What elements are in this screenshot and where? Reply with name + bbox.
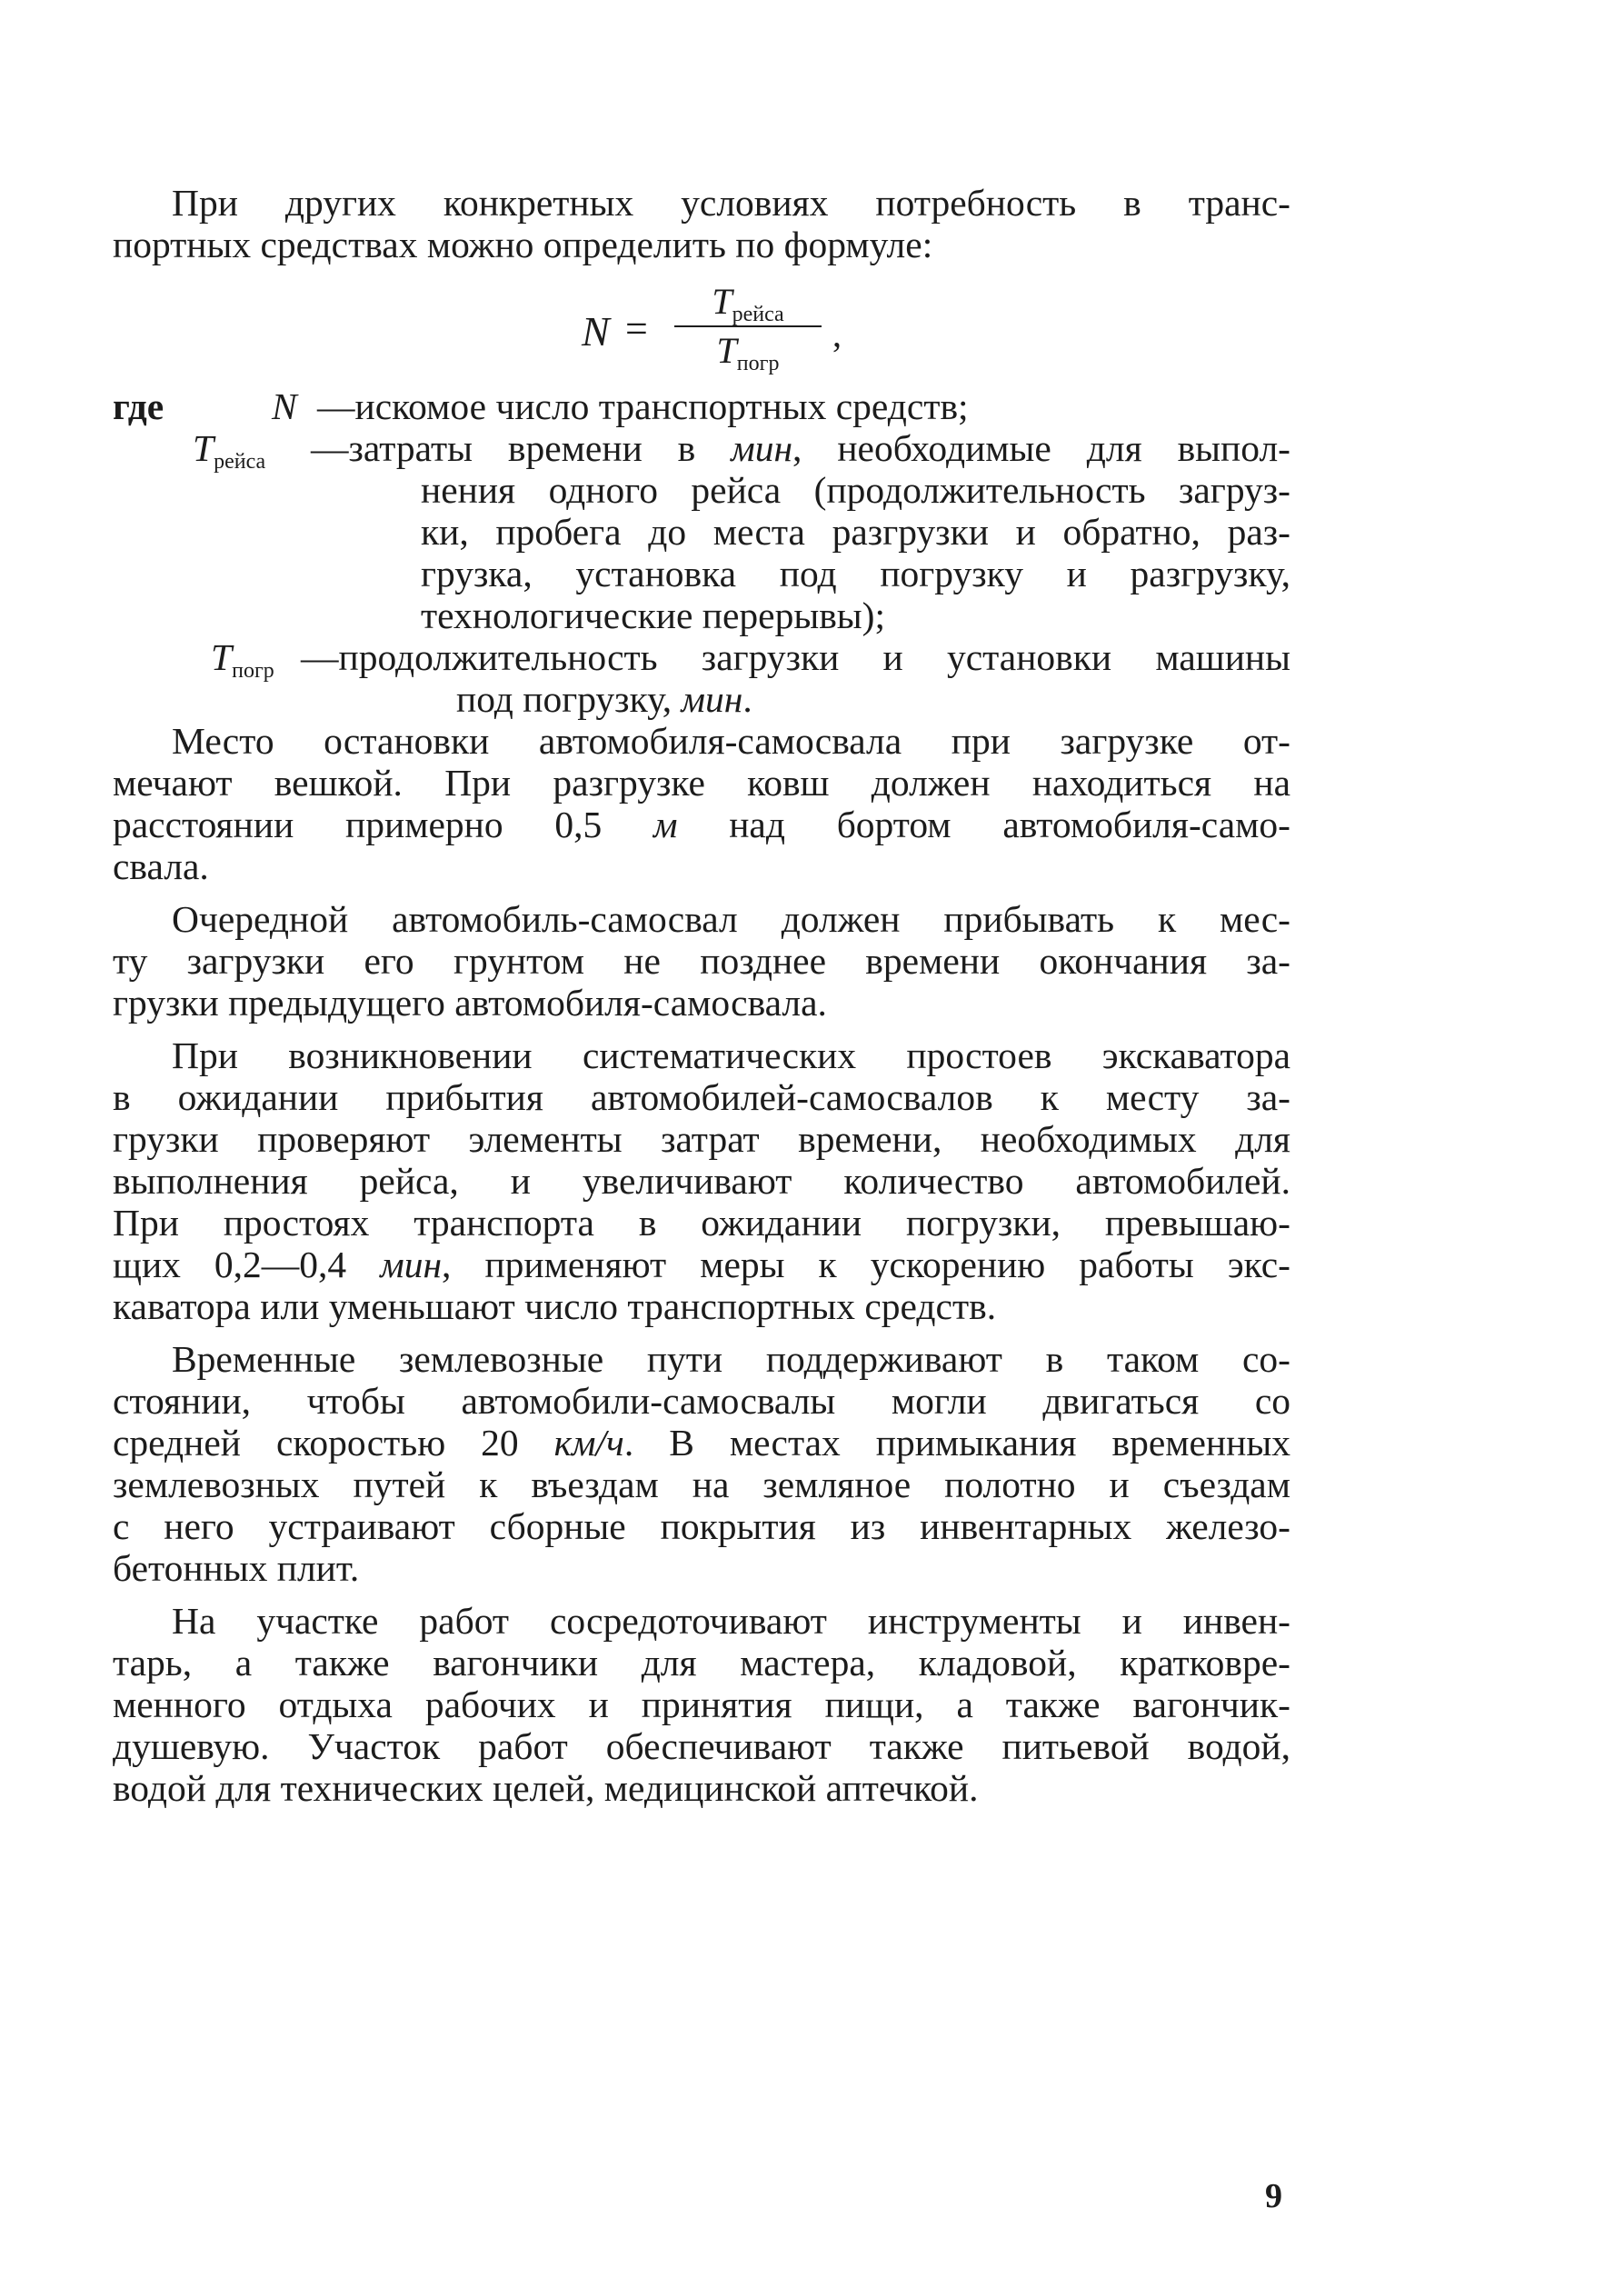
paragraph-line: При возникновении систематических простоев экскаватора <box>172 1034 1290 1076</box>
definition-line: —затраты времени в мин, необходимые для выпол- <box>311 427 1290 469</box>
formula-comma: , <box>832 314 842 355</box>
intro-paragraph <box>113 182 1290 265</box>
paragraph-2 <box>113 898 1290 1024</box>
definition-line: технологические перерывы); <box>421 594 886 636</box>
paragraph-line: расстоянии примерно 0,5 м над бортом автомобиля-само- <box>113 804 1290 845</box>
paragraph-line: Место остановки автомобиля-самосвала при загрузке от- <box>172 720 1290 762</box>
where-label: где <box>113 385 164 427</box>
paragraph-line: свала. <box>113 845 209 887</box>
term-subscript: рейса <box>214 450 266 474</box>
numerator-subscript: рейса <box>732 303 784 326</box>
paragraph-5 <box>113 1600 1290 1809</box>
body-text <box>113 720 1290 1809</box>
formula <box>582 280 945 380</box>
term-subscript: погр <box>232 659 274 683</box>
paragraph-line: Очередной автомобиль-самосвал должен прибывать к мес- <box>172 898 1290 940</box>
definition-term <box>193 427 266 474</box>
paragraph-line: выполнения рейса, и увеличивают количество автомобилей. <box>113 1160 1290 1202</box>
paragraph-line: менного отдыха рабочих и принятия пищи, а также вагончик- <box>113 1684 1290 1725</box>
paragraph-line: ту загрузки его грунтом не позднее времени окончания за- <box>113 940 1290 982</box>
definitions <box>113 385 1290 720</box>
definition-line: под погрузку, мин. <box>456 678 752 720</box>
paragraph-line: бетонных плит. <box>113 1547 360 1589</box>
formula-equals: = <box>625 306 648 351</box>
formula-numerator <box>671 280 825 324</box>
definition-term <box>272 385 297 427</box>
denominator-subscript: погр <box>736 352 780 375</box>
definition-t-reisa <box>113 427 1290 636</box>
definition-line: —продолжительность загрузки и установки машины <box>301 636 1290 678</box>
definition-line: ки, пробега до места разгрузки и обратно, раз- <box>421 511 1290 553</box>
paragraph-line: душевую. Участок работ обеспечивают также питьевой водой, <box>113 1725 1290 1767</box>
intro-line-2: портных средствах можно определить по формуле: <box>113 224 933 265</box>
paragraph-line: каватора или уменьшают число транспортных средств. <box>113 1285 997 1327</box>
paragraph-4 <box>113 1338 1290 1589</box>
definition-term <box>211 636 274 683</box>
paragraph-line: грузки предыдущего автомобиля-самосвала. <box>113 982 827 1024</box>
paragraph-line: При простоях транспорта в ожидании погрузки, превышаю- <box>113 1202 1290 1244</box>
paragraph-3 <box>113 1034 1290 1327</box>
paragraph-line: мечают вешкой. При разгрузке ковш должен находиться на <box>113 762 1290 804</box>
term-symbol: N <box>272 385 297 427</box>
paragraph-line: грузки проверяют элементы затрат времени, необходимых для <box>113 1118 1290 1160</box>
term-symbol: T <box>193 427 214 469</box>
paragraph-line: стоянии, чтобы автомобили-самосвалы могли двигаться со <box>113 1380 1290 1422</box>
definition-line: нения одного рейса (продолжительность загруз- <box>421 469 1290 511</box>
paragraph-1 <box>113 720 1290 887</box>
denominator-symbol: T <box>716 330 737 371</box>
formula-lhs: N <box>582 308 610 355</box>
formula-fraction <box>671 280 825 373</box>
definition-line: —искомое число транспортных средств; <box>317 385 969 427</box>
paragraph-line: землевозных путей к въездам на земляное полотно и съездам <box>113 1464 1290 1505</box>
paragraph-line: Временные землевозные пути поддерживают в таком со- <box>172 1338 1290 1380</box>
numerator-symbol: T <box>712 281 732 322</box>
paragraph-line: водой для технических целей, медицинской аптечкой. <box>113 1767 979 1809</box>
paragraph-line: тарь, а также вагончики для мастера, кладовой, кратковре- <box>113 1642 1290 1684</box>
term-symbol: T <box>211 636 233 678</box>
paragraph-line: средней скоростью 20 км/ч. В местах примыкания временных <box>113 1422 1290 1464</box>
paragraph-line: щих 0,2—0,4 мин, применяют меры к ускорению работы экс- <box>113 1244 1291 1285</box>
page-number: 9 <box>1265 2177 1282 2215</box>
paragraph-line: в ожидании прибытия автомобилей-самосвалов к месту за- <box>113 1076 1290 1118</box>
intro-line-1: При других конкретных условиях потребность в транс- <box>172 182 1290 224</box>
definition-t-pogr <box>113 636 1290 720</box>
definition-n <box>113 385 1290 427</box>
definition-line: грузка, установка под погрузку и разгрузку, <box>421 553 1290 594</box>
paragraph-line: На участке работ сосредоточивают инструменты и инвен- <box>172 1600 1290 1642</box>
formula-denominator <box>671 329 825 373</box>
paragraph-line: с него устраивают сборные покрытия из инвентарных железо- <box>113 1505 1290 1547</box>
